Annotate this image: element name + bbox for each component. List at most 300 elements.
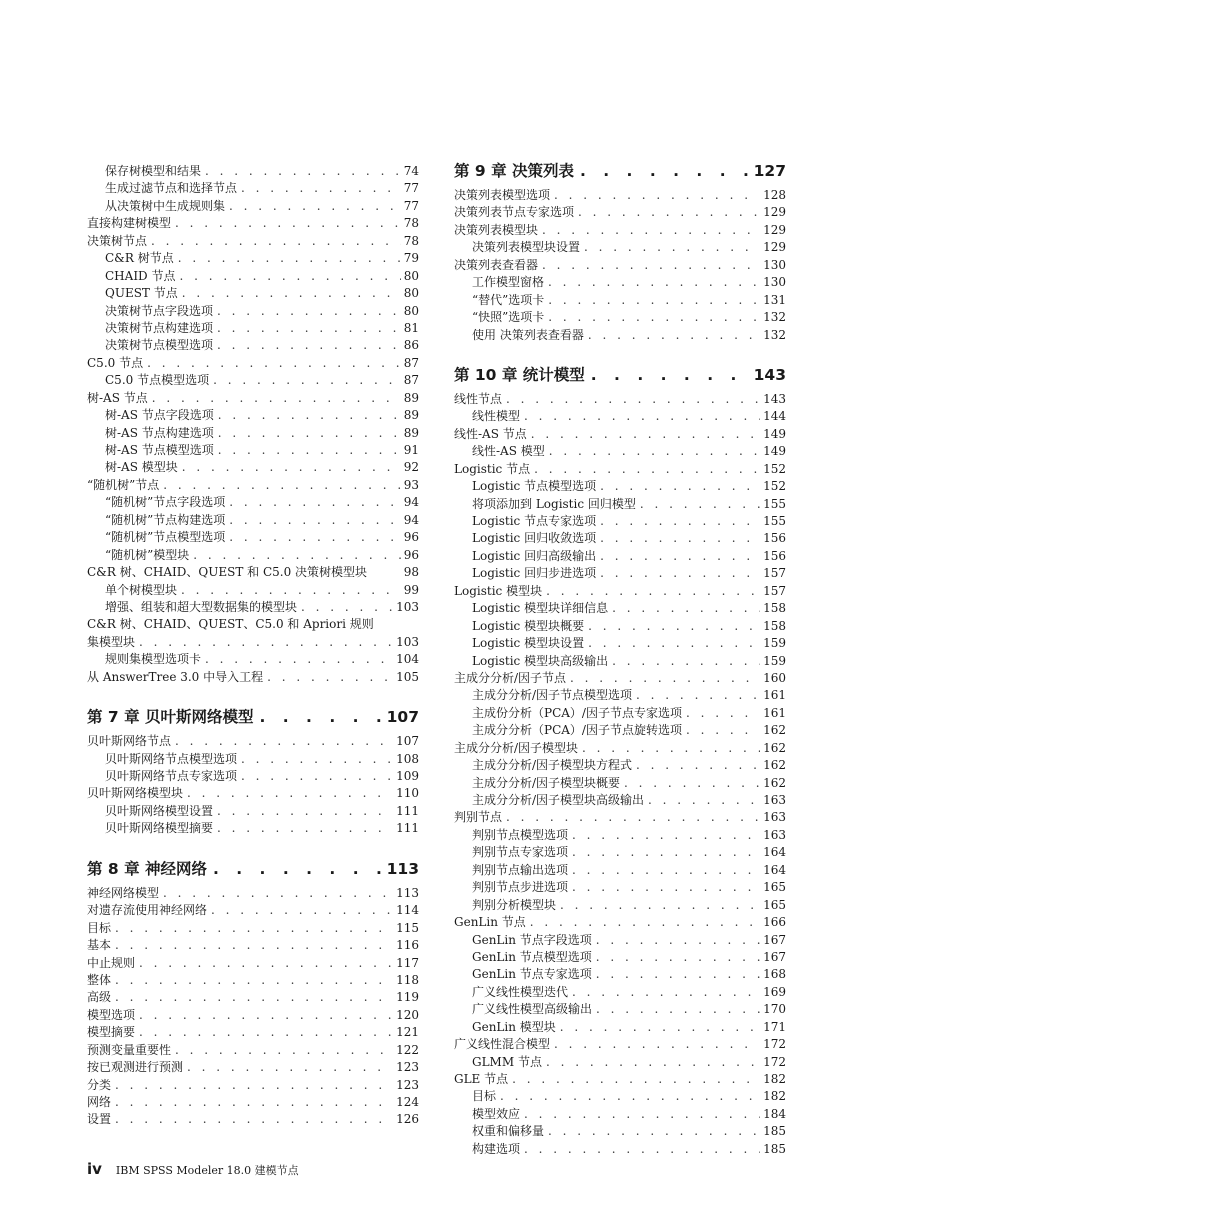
- toc-entry[interactable]: [87, 885, 419, 902]
- entry-title: GenLin 节点模型选项: [472, 949, 592, 964]
- page-number: 111: [396, 821, 419, 836]
- chapter-heading[interactable]: [454, 159, 786, 185]
- dot-leader: [213, 820, 393, 837]
- toc-entry[interactable]: [87, 616, 419, 633]
- entry-title: C5.0 节点模型选项: [105, 373, 210, 388]
- entry-title: “随机树”节点构建选项: [105, 512, 226, 527]
- toc-entry[interactable]: [454, 775, 786, 792]
- dot-leader: [214, 425, 401, 442]
- page-number: 165: [763, 897, 786, 912]
- dot-leader: [237, 180, 401, 197]
- toc-entry[interactable]: [454, 914, 786, 931]
- toc-entry[interactable]: [454, 204, 786, 221]
- dot-leader: [297, 599, 393, 616]
- toc-entry[interactable]: [87, 582, 419, 599]
- toc-entry[interactable]: [454, 309, 786, 326]
- toc-entry[interactable]: [454, 1001, 786, 1018]
- page-number: 163: [763, 827, 786, 842]
- page-number: 143: [753, 365, 786, 384]
- chapter-title: 第 8 章 神经网络: [87, 859, 207, 878]
- entry-title: C&R 树节点: [105, 251, 174, 266]
- toc-entry[interactable]: [454, 740, 786, 757]
- dot-leader: [682, 705, 760, 722]
- dot-leader: [542, 1054, 760, 1071]
- toc-entry[interactable]: [454, 548, 786, 565]
- dot-leader: [143, 355, 401, 372]
- dot-leader: [585, 366, 751, 384]
- page-number: 149: [763, 426, 786, 441]
- dot-leader: [135, 634, 393, 651]
- dot-leader: [574, 204, 760, 221]
- entry-title: 线性节点: [454, 391, 503, 406]
- dot-leader: [538, 222, 760, 239]
- toc-entry[interactable]: [87, 512, 419, 529]
- toc-entry[interactable]: [87, 1094, 419, 1111]
- page-number: 94: [403, 495, 419, 510]
- entry-title: 单个树模型块: [105, 582, 178, 597]
- dot-leader: [608, 653, 760, 670]
- entry-title: 工作模型窗格: [472, 275, 545, 290]
- page-number: 164: [763, 862, 786, 877]
- chapter-title: 第 9 章 决策列表: [454, 162, 574, 180]
- entry-title: 主成份分析（PCA）/因子节点专家选项: [472, 705, 682, 720]
- toc-entry[interactable]: [87, 215, 419, 232]
- dot-leader: [214, 442, 401, 459]
- page-number: 162: [763, 758, 786, 773]
- toc-entry[interactable]: [87, 529, 419, 546]
- dot-leader: [596, 478, 760, 495]
- page-number: 155: [763, 514, 786, 528]
- dot-leader: [544, 309, 760, 326]
- dot-leader: [214, 407, 401, 424]
- entry-title: 判别节点专家选项: [472, 845, 569, 860]
- toc-entry[interactable]: [87, 1111, 419, 1128]
- entry-title: Logistic 节点专家选项: [472, 514, 597, 528]
- toc-entry[interactable]: [87, 651, 419, 668]
- toc-entry[interactable]: [87, 494, 419, 511]
- toc-entry[interactable]: [454, 635, 786, 652]
- entry-title: 决策列表模型块: [454, 222, 539, 237]
- page-number: 169: [763, 984, 786, 999]
- toc-entry[interactable]: [87, 733, 419, 750]
- toc-entry[interactable]: [87, 477, 419, 494]
- dot-leader: [508, 1071, 760, 1088]
- toc-entry[interactable]: [87, 785, 419, 802]
- page-number: 99: [403, 582, 419, 597]
- dot-leader: [183, 1059, 393, 1076]
- page-number: 182: [763, 1072, 786, 1086]
- toc-entry[interactable]: [87, 937, 419, 954]
- footer-page-number: iv: [87, 1160, 102, 1178]
- entry-title: 线性模型: [472, 409, 521, 424]
- entry-title: “快照”选项卡: [472, 310, 545, 325]
- dot-leader: [544, 292, 760, 309]
- page-number: 185: [763, 1141, 786, 1156]
- toc-entry[interactable]: [454, 513, 786, 530]
- page-number: 161: [763, 705, 786, 720]
- dot-leader: [207, 902, 393, 919]
- dot-leader: [568, 862, 760, 879]
- dot-leader: [520, 1141, 760, 1158]
- toc-entry[interactable]: [87, 920, 419, 937]
- dot-leader: [496, 1088, 760, 1105]
- dot-leader: [225, 529, 400, 546]
- page-number: 172: [763, 1054, 786, 1069]
- dot-leader: [592, 949, 760, 966]
- toc-entry[interactable]: [454, 583, 786, 600]
- entry-title: 判别节点输出选项: [472, 862, 569, 877]
- toc-entry[interactable]: [87, 337, 419, 354]
- entry-title: Logistic 模型块设置: [472, 636, 585, 651]
- dot-leader: [207, 860, 384, 878]
- page-number: 157: [763, 583, 786, 598]
- dot-leader: [213, 803, 393, 820]
- entry-title: 网络: [87, 1095, 112, 1109]
- toc-entry[interactable]: [87, 425, 419, 442]
- entry-title: 树-AS 模型块: [105, 460, 178, 475]
- dot-leader: [189, 547, 400, 564]
- dot-leader: [636, 496, 760, 513]
- chapter-heading[interactable]: [454, 363, 786, 389]
- toc-entry[interactable]: [87, 233, 419, 250]
- page-number: 144: [763, 409, 786, 424]
- toc-entry[interactable]: [87, 198, 419, 215]
- page-number: 171: [763, 1019, 786, 1034]
- page-number: 122: [396, 1042, 419, 1057]
- entry-title: 树-AS 节点字段选项: [105, 408, 214, 423]
- toc-entry[interactable]: [87, 955, 419, 972]
- dot-leader: [550, 1036, 760, 1053]
- toc-entry[interactable]: [454, 239, 786, 256]
- entry-title: “替代”选项卡: [472, 292, 545, 307]
- page-number: 159: [763, 636, 786, 651]
- toc-entry[interactable]: [87, 768, 419, 785]
- dot-leader: [520, 408, 760, 425]
- toc-entry[interactable]: [87, 390, 419, 407]
- toc-entry[interactable]: [87, 902, 419, 919]
- page-number: 123: [396, 1077, 419, 1092]
- chapter-title: 第 7 章 贝叶斯网络模型: [87, 708, 254, 727]
- page-number: 98: [403, 565, 419, 580]
- entry-title: C&R 树、CHAID、QUEST、C5.0 和 Apriori 规则: [87, 617, 374, 632]
- toc-entry[interactable]: [454, 327, 786, 344]
- page-number: 94: [403, 512, 419, 527]
- toc-entry[interactable]: [454, 827, 786, 844]
- toc-entry[interactable]: [454, 222, 786, 239]
- dot-leader: [253, 708, 383, 726]
- toc-entry[interactable]: [454, 530, 786, 547]
- page-number: 115: [396, 920, 419, 935]
- dot-leader: [620, 775, 760, 792]
- dot-leader: [545, 443, 760, 460]
- page-number: 103: [396, 599, 419, 614]
- toc-entry[interactable]: [454, 600, 786, 617]
- dot-leader: [682, 722, 760, 739]
- toc-entry[interactable]: [454, 461, 786, 478]
- page-number: 165: [763, 880, 786, 895]
- dot-leader: [178, 459, 401, 476]
- entry-title: 整体: [87, 972, 112, 987]
- page-number: 93: [403, 477, 419, 492]
- entry-title: 模型效应: [472, 1106, 521, 1121]
- page-number: 116: [396, 938, 419, 953]
- dot-leader: [596, 513, 760, 530]
- dot-leader: [111, 937, 393, 954]
- entry-title: 树-AS 节点构建选项: [105, 425, 214, 440]
- page-number: 91: [403, 443, 419, 457]
- toc-entry[interactable]: [87, 1059, 419, 1076]
- page-number: 170: [763, 1002, 786, 1017]
- page-number: 108: [396, 751, 419, 766]
- entry-title: 规则集模型选项卡: [105, 652, 202, 667]
- toc-entry[interactable]: [454, 1141, 786, 1158]
- toc-entry[interactable]: [454, 862, 786, 879]
- entry-title: 主成分分析/因子模型块方程式: [472, 758, 633, 773]
- page-number: 113: [396, 885, 419, 900]
- toc-entry[interactable]: [454, 274, 786, 291]
- page-number: 129: [763, 205, 786, 220]
- toc-entry[interactable]: [454, 391, 786, 408]
- dot-leader: [183, 785, 393, 802]
- entry-title: 决策列表模型选项: [454, 188, 551, 202]
- entry-title: 设置: [87, 1112, 112, 1127]
- toc-entry[interactable]: [454, 653, 786, 670]
- entry-title: 从 AnswerTree 3.0 中导入工程: [87, 669, 264, 684]
- entry-title: 决策树节点构建选项: [105, 320, 214, 335]
- page-number: 110: [396, 786, 419, 801]
- toc-entry[interactable]: [454, 187, 786, 204]
- toc-entry[interactable]: [454, 1036, 786, 1053]
- entry-title: 目标: [87, 920, 112, 935]
- page-number: 89: [403, 425, 419, 440]
- dot-leader: [111, 1077, 393, 1094]
- page-number: 129: [763, 222, 786, 237]
- page-number: 80: [403, 268, 419, 283]
- entry-title: 主成分分析/因子节点: [454, 670, 567, 685]
- toc-entry[interactable]: [454, 426, 786, 443]
- toc-entry[interactable]: [87, 564, 419, 581]
- toc-entry[interactable]: [454, 1019, 786, 1036]
- entry-title: 贝叶斯网络模型块: [87, 786, 184, 801]
- toc-entry[interactable]: [87, 268, 419, 285]
- toc-entry[interactable]: [87, 372, 419, 389]
- page-number: 162: [763, 740, 786, 755]
- chapter-heading[interactable]: [87, 705, 419, 731]
- toc-entry[interactable]: [87, 1024, 419, 1041]
- dot-leader: [538, 257, 760, 274]
- toc-entry[interactable]: [454, 1123, 786, 1140]
- toc-entry[interactable]: [454, 1071, 786, 1088]
- entry-title: “随机树”节点模型选项: [105, 530, 226, 545]
- entry-title: C5.0 节点: [87, 355, 144, 370]
- toc-entry[interactable]: [87, 1042, 419, 1059]
- page-number: 166: [763, 915, 786, 930]
- toc-entry[interactable]: [454, 496, 786, 513]
- entry-title: CHAID 节点: [105, 268, 176, 283]
- toc-entry[interactable]: [87, 285, 419, 302]
- toc-entry[interactable]: [454, 932, 786, 949]
- page-number: 80: [403, 286, 419, 301]
- page-number: 111: [396, 803, 419, 818]
- page-number: 120: [396, 1007, 419, 1022]
- toc-entry[interactable]: [454, 809, 786, 826]
- entry-title: 广义线性混合模型: [454, 1037, 551, 1052]
- page-number: 121: [396, 1025, 419, 1040]
- toc-entry[interactable]: [87, 459, 419, 476]
- chapter-heading[interactable]: [87, 857, 419, 883]
- entry-title: 树-AS 节点: [87, 390, 148, 405]
- toc-entry[interactable]: [87, 180, 419, 197]
- toc-entry[interactable]: [454, 292, 786, 309]
- toc-entry[interactable]: [87, 442, 419, 459]
- toc-entry[interactable]: [454, 844, 786, 861]
- dot-leader: [544, 274, 760, 291]
- toc-entry[interactable]: [454, 897, 786, 914]
- toc-entry[interactable]: [454, 1054, 786, 1071]
- page-number: 182: [763, 1089, 786, 1104]
- entry-title: 贝叶斯网络节点: [87, 734, 172, 749]
- page-number: 162: [763, 775, 786, 790]
- page-number: 113: [386, 859, 419, 878]
- toc-entry[interactable]: [454, 984, 786, 1001]
- entry-title: GLMM 节点: [472, 1054, 542, 1069]
- entry-title: Logistic 回归步进选项: [472, 566, 597, 581]
- entry-title: “随机树”模型块: [105, 547, 190, 562]
- toc-entry[interactable]: [454, 966, 786, 983]
- dot-leader: [544, 1123, 760, 1140]
- entry-title: Logistic 模型块概要: [472, 618, 585, 633]
- toc-entry[interactable]: [454, 565, 786, 582]
- toc-entry[interactable]: [87, 820, 419, 837]
- toc-entry[interactable]: [454, 257, 786, 274]
- dot-leader: [213, 320, 401, 337]
- page-number: 130: [763, 275, 786, 290]
- dot-leader: [213, 337, 401, 354]
- entry-title: 使用 决策列表查看器: [472, 327, 584, 342]
- dot-leader: [225, 512, 400, 529]
- dot-leader: [592, 966, 760, 983]
- dot-leader: [209, 372, 401, 389]
- toc-entry[interactable]: [454, 443, 786, 460]
- page-number: 79: [403, 251, 419, 266]
- page-number: 77: [403, 198, 419, 213]
- toc-entry[interactable]: [87, 599, 419, 616]
- dot-leader: [171, 215, 401, 232]
- page-number: 78: [403, 233, 419, 248]
- entry-title: 判别节点步进选项: [472, 880, 569, 895]
- toc-entry[interactable]: [87, 669, 419, 686]
- toc-entry[interactable]: [87, 547, 419, 564]
- page-number: 161: [763, 688, 786, 703]
- dot-leader: [201, 651, 393, 668]
- entry-title: 贝叶斯网络节点模型选项: [105, 751, 238, 766]
- toc-entry[interactable]: [454, 408, 786, 425]
- dot-leader: [584, 635, 760, 652]
- toc-entry[interactable]: [87, 634, 419, 651]
- toc-entry[interactable]: [87, 320, 419, 337]
- dot-leader: [584, 327, 760, 344]
- toc-entry[interactable]: [87, 803, 419, 820]
- toc-entry[interactable]: [454, 722, 786, 739]
- page-number: 168: [763, 967, 786, 982]
- entry-title: 增强、组装和超大型数据集的模型块: [105, 599, 298, 614]
- page-number: 123: [396, 1060, 419, 1075]
- toc-entry[interactable]: [87, 407, 419, 424]
- toc-entry[interactable]: [454, 1106, 786, 1123]
- entry-title: 广义线性模型迭代: [472, 984, 569, 999]
- toc-entry[interactable]: [87, 163, 419, 180]
- toc-entry[interactable]: [454, 478, 786, 495]
- toc-entry[interactable]: [87, 1007, 419, 1024]
- toc-right-column: [454, 163, 786, 1158]
- toc-entry[interactable]: [454, 618, 786, 635]
- chapter-title: 第 10 章 统计模型: [454, 365, 585, 384]
- entry-title: GenLin 节点: [454, 915, 526, 930]
- toc-entry[interactable]: [454, 792, 786, 809]
- dot-leader: [111, 1094, 393, 1111]
- entry-title: 判别分析模型块: [472, 897, 557, 912]
- toc-entry[interactable]: [87, 250, 419, 267]
- page-number: 159: [763, 653, 786, 668]
- dot-leader: [596, 565, 760, 582]
- toc-entry[interactable]: [87, 989, 419, 1006]
- page-number: 89: [403, 408, 419, 423]
- toc-entry[interactable]: [454, 757, 786, 774]
- toc-entry[interactable]: [454, 705, 786, 722]
- footer-book-title: IBM SPSS Modeler 18.0 建模节点: [115, 1164, 299, 1177]
- toc-entry[interactable]: [454, 949, 786, 966]
- entry-title: 高级: [87, 990, 112, 1005]
- entry-title: 神经网络模型: [87, 885, 160, 900]
- toc-entry[interactable]: [87, 303, 419, 320]
- entry-title: 决策树节点字段选项: [105, 303, 214, 318]
- dot-leader: [263, 669, 393, 686]
- toc-entry[interactable]: [87, 355, 419, 372]
- dot-leader: [568, 844, 760, 861]
- entry-title: 主成分分析（PCA）/因子节点旋转选项: [472, 723, 682, 738]
- entry-title: 决策列表节点专家选项: [454, 205, 575, 220]
- entry-title: “随机树”节点: [87, 477, 160, 492]
- entry-title: 生成过滤节点和选择节点: [105, 181, 238, 196]
- entry-title: Logistic 回归收敛选项: [472, 531, 597, 546]
- entry-title: 线性-AS 模型: [472, 444, 545, 459]
- entry-title: QUEST 节点: [105, 286, 178, 301]
- page-number: 172: [763, 1037, 786, 1052]
- page-number: 162: [763, 723, 786, 738]
- page-number: 152: [763, 461, 786, 476]
- page-number: 89: [403, 390, 419, 405]
- dot-leader: [578, 740, 760, 757]
- dot-leader: [135, 955, 393, 972]
- toc-entry[interactable]: [454, 879, 786, 896]
- toc-entry[interactable]: [454, 1088, 786, 1105]
- toc-entry[interactable]: [87, 1077, 419, 1094]
- toc-entry[interactable]: [454, 687, 786, 704]
- toc-entry[interactable]: [87, 972, 419, 989]
- entry-title: 目标: [472, 1089, 497, 1104]
- page-number: 114: [396, 903, 419, 918]
- page-number: 157: [763, 566, 786, 581]
- entry-title: Logistic 模型块: [454, 583, 543, 598]
- toc-entry[interactable]: [454, 670, 786, 687]
- page-number: 143: [763, 391, 786, 406]
- dot-leader: [556, 897, 760, 914]
- entry-title: 预测变量重要性: [87, 1042, 172, 1057]
- page-number: 78: [403, 216, 419, 231]
- page-number: 92: [403, 460, 419, 475]
- entry-title: 决策树节点模型选项: [105, 338, 214, 353]
- toc-entry[interactable]: [87, 751, 419, 768]
